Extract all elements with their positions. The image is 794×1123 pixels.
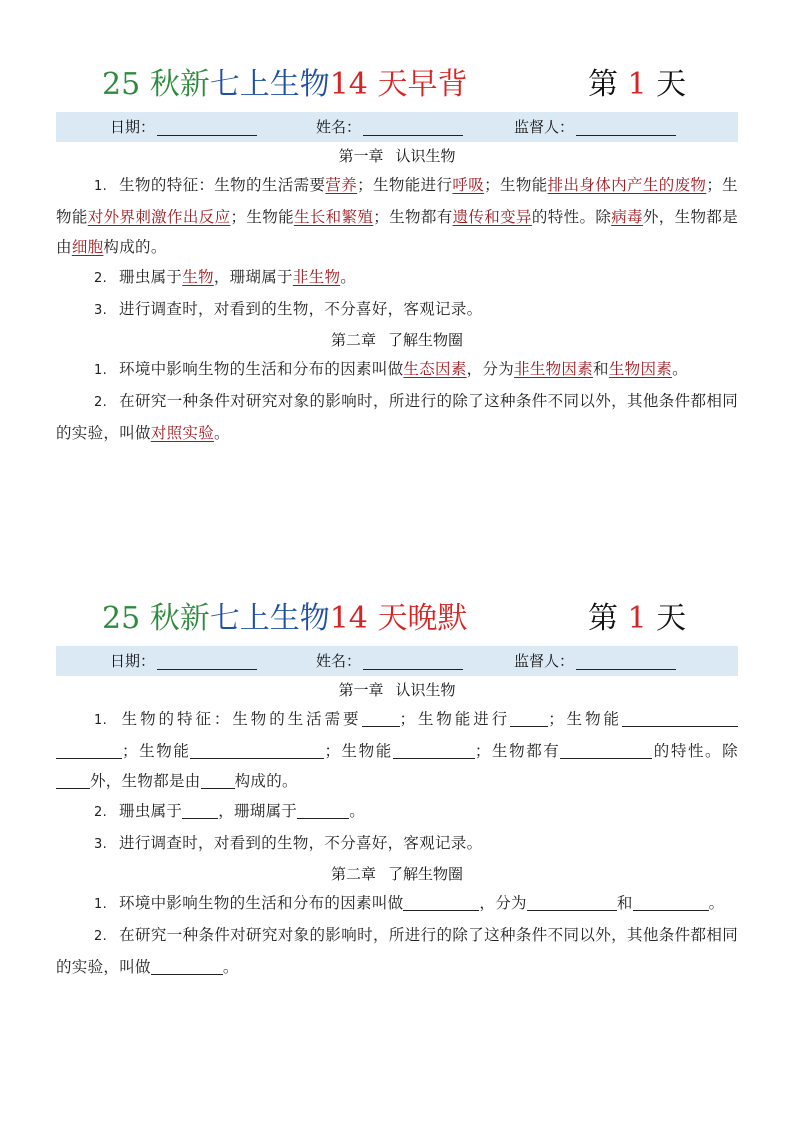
- evening-sheet: [56, 592, 738, 982]
- fill-blank[interactable]: [151, 956, 223, 975]
- chapter-number: 第二章: [330, 331, 376, 349]
- name-blank[interactable]: [363, 119, 463, 136]
- chapter-2-heading: [56, 860, 738, 888]
- answer: 遗传和变异: [452, 208, 532, 226]
- text: ；生物都有: [373, 208, 453, 226]
- name-label: 姓名：: [316, 118, 362, 136]
- text: 。: [340, 268, 357, 286]
- text: 的特性。除: [652, 742, 738, 760]
- supervisor-label: 监督人：: [514, 118, 575, 136]
- text: 。: [214, 424, 230, 442]
- fill-blank[interactable]: [201, 770, 235, 789]
- item-number: 3.: [94, 837, 108, 852]
- item-2-2: [56, 386, 738, 448]
- text: ；生物能进行: [399, 710, 511, 728]
- chapter-1-heading: [56, 142, 738, 170]
- chapter-2-heading: [56, 326, 738, 354]
- text: 珊虫属于: [119, 802, 183, 820]
- item-1-1: [56, 170, 738, 262]
- chapter-1-heading: [56, 676, 738, 704]
- item-1-3: [56, 828, 738, 860]
- text: 构成的。: [234, 772, 298, 790]
- item-number: 1.: [94, 713, 108, 728]
- text: 。: [222, 958, 239, 976]
- text: 外，生物都是由: [56, 208, 739, 256]
- text: 和: [616, 894, 633, 912]
- day-number: 1: [627, 67, 647, 102]
- name-field[interactable]: [316, 646, 463, 676]
- answer: 排出身体内产生的废物: [547, 176, 707, 194]
- answer: 生物: [182, 268, 214, 286]
- text: ；生物能: [56, 176, 738, 226]
- item-number: 1.: [94, 179, 108, 194]
- chapter-name: 认识生物: [395, 147, 456, 165]
- title-part-a: 秋新: [149, 601, 210, 636]
- answer: 非生物因素: [514, 360, 594, 378]
- fill-blank[interactable]: [393, 740, 475, 759]
- text: ；生物能: [484, 176, 548, 194]
- answer: 生物因素: [608, 360, 673, 378]
- morning-title: [56, 58, 738, 112]
- text: 。: [708, 894, 725, 912]
- text: 生物的特征：生物的生活需要: [119, 710, 362, 728]
- title-part-a: 秋新: [149, 67, 210, 102]
- date-field[interactable]: [110, 646, 257, 676]
- chapter-number: 第二章: [330, 865, 376, 883]
- fill-blank[interactable]: [403, 892, 479, 911]
- item-number: 1.: [94, 363, 108, 378]
- text: 环境中影响生物的生活和分布的因素叫做: [119, 360, 404, 378]
- text: 生物的特征：生物的生活需要: [119, 176, 326, 194]
- fill-blank[interactable]: [56, 770, 90, 789]
- day-suffix: 天: [646, 67, 687, 102]
- answer: 对外界刺激作出反应: [87, 208, 231, 226]
- day-suffix: 天: [646, 601, 687, 636]
- fill-blank[interactable]: [510, 708, 548, 727]
- text: 在研究一种条件对研究对象的影响时，所进行的除了这种条件不同以外，其他条件都相同的实验，叫做: [56, 392, 738, 442]
- chapter-name: 认识生物: [395, 681, 456, 699]
- text: ，分为: [466, 360, 515, 378]
- morning-sheet: [56, 58, 738, 448]
- info-bar: [56, 646, 738, 676]
- title-part-b: 七上生物: [209, 601, 330, 636]
- supervisor-blank[interactable]: [576, 119, 676, 136]
- fill-blank[interactable]: [56, 740, 122, 759]
- item-1-3: [56, 294, 738, 326]
- day-number: 1: [627, 601, 647, 636]
- chapter-number: 第一章: [338, 147, 384, 165]
- text: 珊虫属于: [119, 268, 183, 286]
- text: 的特性。除: [531, 208, 612, 226]
- item-number: 2.: [94, 395, 108, 410]
- date-label: 日期：: [110, 652, 156, 670]
- item-number: 2.: [94, 271, 108, 286]
- answer: 呼吸: [452, 176, 485, 194]
- text: 外，生物都是由: [90, 772, 201, 790]
- text: ；生物能: [230, 208, 294, 226]
- answer: 对照实验: [150, 424, 215, 442]
- item-1-1: [56, 704, 738, 796]
- item-1-2: [56, 796, 738, 828]
- text: ；生物能: [548, 710, 622, 728]
- info-bar: [56, 112, 738, 142]
- title-number: 25: [102, 601, 150, 636]
- title-part-c: 天晚默: [367, 601, 468, 636]
- item-2-2: [56, 920, 738, 982]
- text: 在研究一种条件对研究对象的影响时，所进行的除了这种条件不同以外，其他条件都相同的实验，叫做: [56, 926, 738, 976]
- date-blank[interactable]: [157, 653, 257, 670]
- title-days-count: 14: [329, 67, 368, 102]
- title-main: [102, 58, 467, 112]
- text: ，珊瑚属于: [218, 802, 298, 820]
- title-number: 25: [102, 67, 150, 102]
- text: ；生物能: [122, 742, 191, 760]
- fill-blank[interactable]: [190, 740, 324, 759]
- date-field[interactable]: [110, 112, 257, 142]
- fill-blank[interactable]: [527, 892, 617, 911]
- fill-blank[interactable]: [633, 892, 709, 911]
- text: 。: [349, 802, 366, 820]
- chapter-number: 第一章: [338, 681, 384, 699]
- text: ；生物都有: [474, 742, 561, 760]
- title-main: [102, 592, 467, 646]
- item-2-1: [56, 354, 738, 386]
- evening-title: [56, 592, 738, 646]
- day-prefix: 第: [588, 601, 628, 636]
- date-blank[interactable]: [157, 119, 257, 136]
- text: 环境中影响生物的生活和分布的因素叫做: [119, 894, 404, 912]
- chapter-name: 了解生物圈: [388, 331, 464, 349]
- title-days-count: 14: [329, 601, 368, 636]
- fill-blank[interactable]: [622, 708, 738, 727]
- supervisor-label: 监督人：: [514, 652, 575, 670]
- supervisor-blank[interactable]: [576, 653, 676, 670]
- item-number: 3.: [94, 303, 108, 318]
- answer: 细胞: [71, 238, 104, 256]
- fill-blank[interactable]: [560, 740, 652, 759]
- answer: 营养: [325, 176, 358, 194]
- item-number: 1.: [94, 897, 108, 912]
- fill-blank[interactable]: [297, 800, 349, 819]
- answer: 生长和繁殖: [293, 208, 374, 226]
- day-label: [588, 592, 686, 646]
- text: ；生物能进行: [357, 176, 453, 194]
- supervisor-field[interactable]: [514, 646, 676, 676]
- text: ，珊瑚属于: [213, 268, 293, 286]
- text: 进行调查时，对看到的生物，不分喜好，客观记录。: [119, 834, 483, 852]
- supervisor-field[interactable]: [514, 112, 676, 142]
- item-number: 2.: [94, 805, 108, 820]
- chapter-name: 了解生物圈: [388, 865, 464, 883]
- name-blank[interactable]: [363, 653, 463, 670]
- name-field[interactable]: [316, 112, 463, 142]
- title-part-b: 七上生物: [209, 67, 330, 102]
- day-label: [588, 58, 686, 112]
- text: 进行调查时，对看到的生物，不分喜好，客观记录。: [119, 300, 483, 318]
- name-label: 姓名：: [316, 652, 362, 670]
- answer: 生态因素: [403, 360, 467, 378]
- text: ，分为: [479, 894, 527, 912]
- answer: 非生物: [292, 268, 341, 286]
- text: 和: [593, 360, 609, 378]
- date-label: 日期：: [110, 118, 156, 136]
- fill-blank[interactable]: [362, 708, 400, 727]
- text: 构成的。: [103, 238, 167, 256]
- item-2-1: [56, 888, 738, 920]
- item-number: 2.: [94, 929, 108, 944]
- fill-blank[interactable]: [182, 800, 218, 819]
- day-prefix: 第: [588, 67, 628, 102]
- text: 。: [672, 360, 688, 378]
- text: ；生物能: [324, 742, 393, 760]
- answer: 病毒: [611, 208, 643, 226]
- title-part-c: 天早背: [367, 67, 468, 102]
- item-1-2: [56, 262, 738, 294]
